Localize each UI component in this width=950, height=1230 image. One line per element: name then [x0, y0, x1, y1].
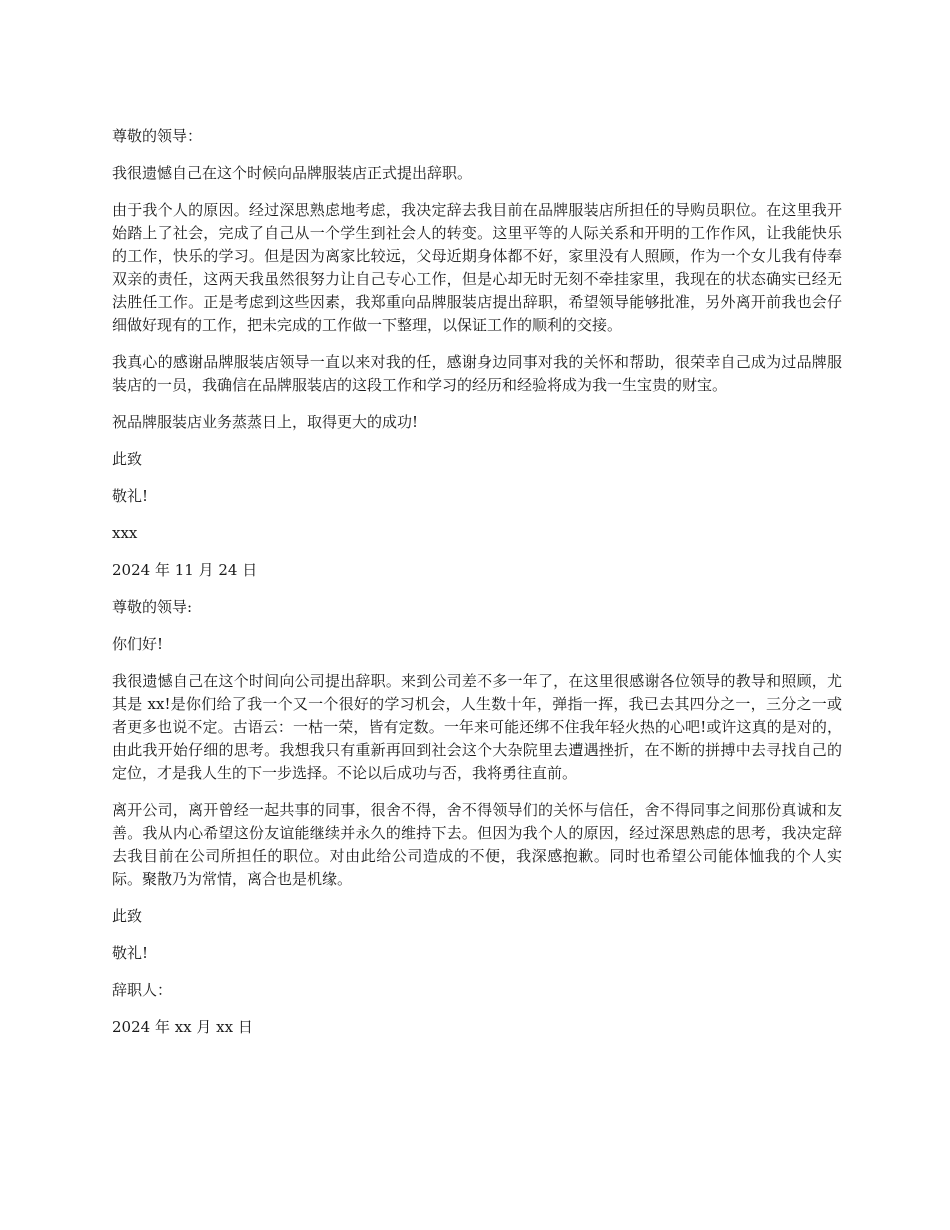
letter2-signature: 辞职人： [112, 981, 173, 999]
letter1-closing-2: 敬礼! [112, 487, 149, 505]
letter1-salutation: 尊敬的领导： [112, 127, 203, 145]
letter1-date: 2024 年 11 月 24 日 [112, 561, 258, 579]
letter2-closing-2: 敬礼! [112, 944, 149, 962]
letter2-greeting: 你们好! [112, 635, 164, 653]
letter1-paragraph-2: 我真心的感谢品牌服装店领导一直以来对我的任，感谢身边同事对我的关怀和帮助，很荣幸自己成为过品牌服装店的一员，我确信在品牌服装店的这段工作和学习的经历和经验将成为我一生宝贵的财宝。 [112, 353, 842, 394]
document-page [112, 125, 842, 1053]
letter1-signature: xxx [112, 524, 138, 542]
letter1-closing-1: 此致 [112, 450, 143, 468]
letter1-intro: 我很遗憾自己在这个时候向品牌服装店正式提出辞职。 [112, 164, 473, 182]
letter2-salutation: 尊敬的领导: [112, 598, 193, 616]
letter2-date: 2024 年 xx 月 xx 日 [112, 1018, 253, 1036]
letter1-paragraph-1: 由于我个人的原因。经过深思熟虑地考虑，我决定辞去我目前在品牌服装店所担任的导购员职位。在这里我开始踏上了社会，完成了自己从一个学生到社会人的转变。这里平等的人际关系和开明的工作作风，让我能快乐的工作，快乐的学习。但是因为离家比较远，父母近期身体都不好，家里没有人照顾，作为一个女儿我有侍奉双亲的责任，这两天我虽然很努力让自己专心工作，但是心却无时无刻不牵挂家里，我现在的状态确实已经无法胜任工作。正是考虑到这些因素，我郑重向品牌服装店提出辞职，希望领导能够批准，另外离开前我也会仔细做好现有的工作，把未完成的工作做一下整理，以保证工作的顺利的交接。 [112, 201, 842, 334]
letter2-closing-1: 此致 [112, 907, 143, 925]
letter2-paragraph-2: 离开公司，离开曾经一起共事的同事，很舍不得，舍不得领导们的关怀与信任，舍不得同事之间那份真诚和友善。我从内心希望这份友谊能继续并永久的维持下去。但因为我个人的原因，经过深思熟虑的思考，我决定辞去我目前在公司所担任的职位。对由此给公司造成的不便，我深感抱歉。同时也希望公司能体恤我的个人实际。聚散乃为常情，离合也是机缘。 [112, 801, 842, 888]
letter2-paragraph-1: 我很遗憾自己在这个时间向公司提出辞职。来到公司差不多一年了，在这里很感谢各位领导的教导和照顾，尤其是 xx!是你们给了我一个又一个很好的学习机会，人生数十年，弹指一挥，我已去其四分之一，三分之一或者更多也说不定。古语云：一枯一荣，皆有定数。一年来可能还绑不住我年轻火热的心吧!或许这真的是对的，由此我开始仔细的思考。我想我只有重新再回到社会这个大杂院里去遭遇挫折，在不断的拼搏中去寻找自己的定位，才是我人生的下一步选择。不论以后成功与否，我将勇往直前。 [112, 672, 842, 782]
letter1-wish: 祝品牌服装店业务蒸蒸日上，取得更大的成功! [112, 413, 419, 431]
